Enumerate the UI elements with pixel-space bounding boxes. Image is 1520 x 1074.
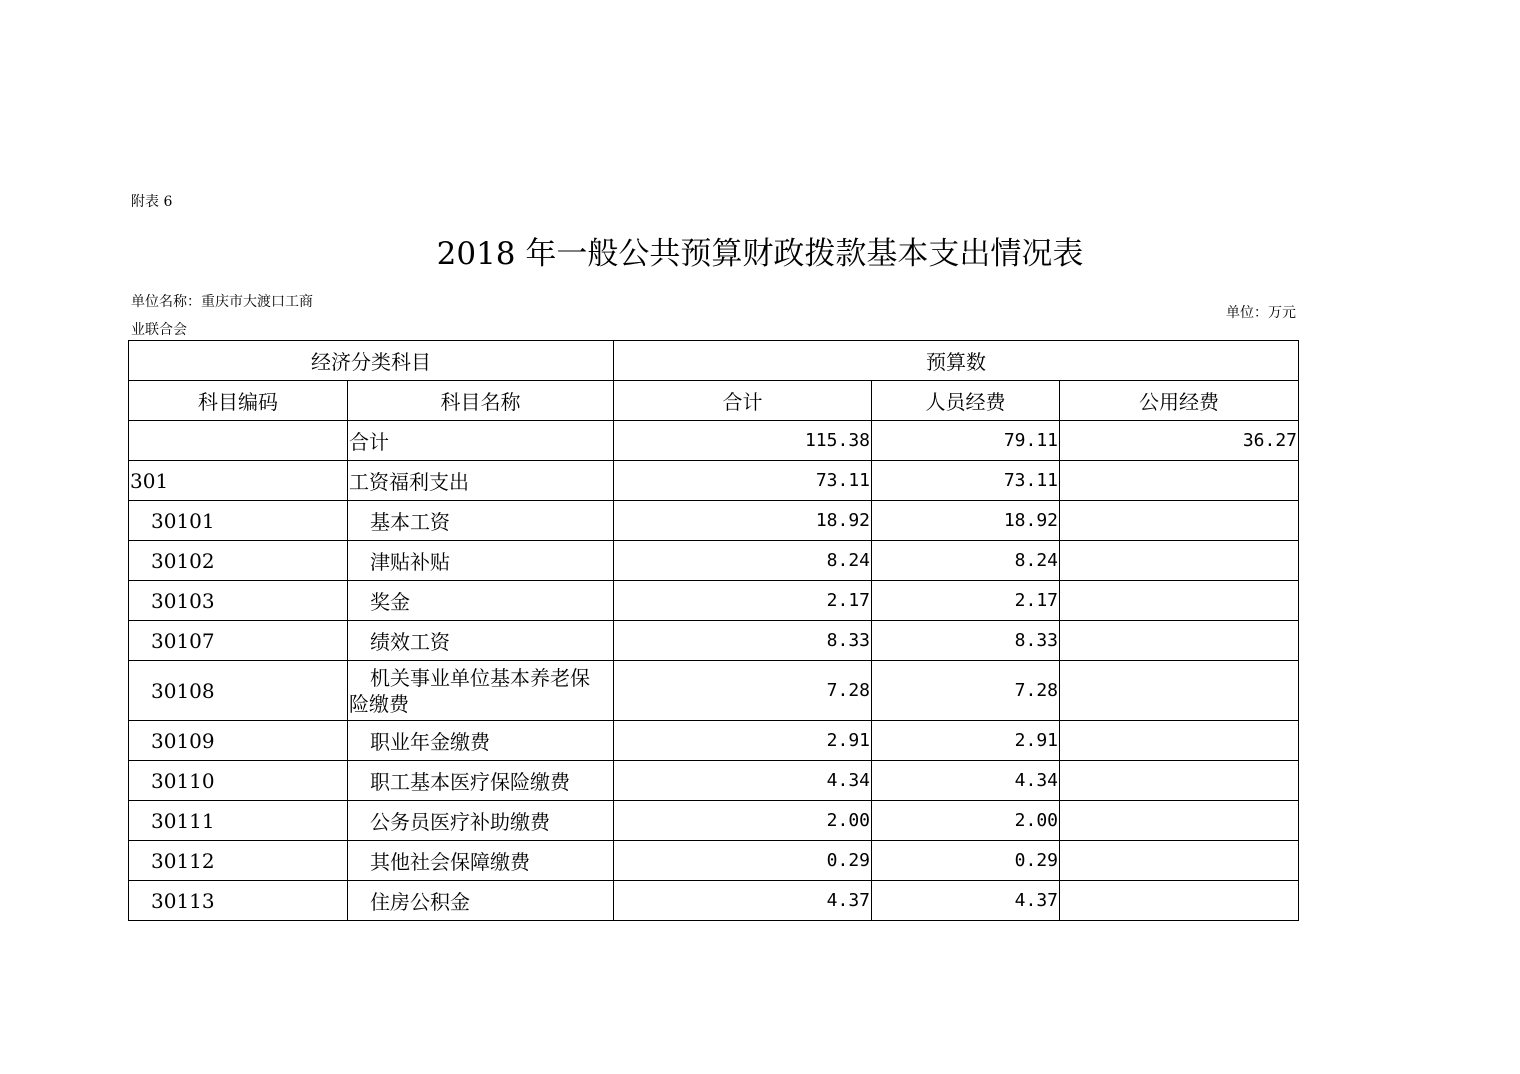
row-personnel: 79.11 bbox=[872, 421, 1060, 461]
table-row bbox=[129, 541, 1299, 581]
row-code: 30102 bbox=[129, 541, 348, 581]
row-personnel: 0.29 bbox=[872, 841, 1060, 881]
row-total: 2.00 bbox=[614, 801, 872, 841]
row-name: 职业年金缴费 bbox=[348, 721, 614, 761]
row-code: 301 bbox=[129, 461, 348, 501]
row-name: 其他社会保障缴费 bbox=[348, 841, 614, 881]
row-code: 30101 bbox=[129, 501, 348, 541]
column-header-code: 科目编码 bbox=[129, 381, 348, 421]
row-public bbox=[1060, 501, 1299, 541]
group-header-budget: 预算数 bbox=[614, 341, 1299, 381]
row-code: 30108 bbox=[129, 661, 348, 721]
row-public bbox=[1060, 841, 1299, 881]
column-header-personnel: 人员经费 bbox=[872, 381, 1060, 421]
group-header-row bbox=[129, 341, 1299, 381]
row-total: 8.33 bbox=[614, 621, 872, 661]
row-public bbox=[1060, 621, 1299, 661]
column-header-row bbox=[129, 381, 1299, 421]
table-row bbox=[129, 881, 1299, 921]
row-name: 公务员医疗补助缴费 bbox=[348, 801, 614, 841]
row-code: 30110 bbox=[129, 761, 348, 801]
row-public bbox=[1060, 721, 1299, 761]
row-name: 津贴补贴 bbox=[348, 541, 614, 581]
annex-label: 附表 6 bbox=[131, 194, 173, 210]
row-total: 2.17 bbox=[614, 581, 872, 621]
row-public bbox=[1060, 761, 1299, 801]
row-code: 30103 bbox=[129, 581, 348, 621]
row-total: 2.91 bbox=[614, 721, 872, 761]
row-name-line1: 机关事业单位基本养老保 bbox=[370, 665, 590, 690]
row-name: 合计 bbox=[348, 421, 614, 461]
table-row bbox=[129, 461, 1299, 501]
column-header-name: 科目名称 bbox=[348, 381, 614, 421]
row-code: 30113 bbox=[129, 881, 348, 921]
row-public bbox=[1060, 801, 1299, 841]
group-header-classification: 经济分类科目 bbox=[129, 341, 614, 381]
table-row bbox=[129, 501, 1299, 541]
row-personnel: 2.00 bbox=[872, 801, 1060, 841]
row-code: 30111 bbox=[129, 801, 348, 841]
row-total: 115.38 bbox=[614, 421, 872, 461]
row-personnel: 73.11 bbox=[872, 461, 1060, 501]
row-personnel: 8.33 bbox=[872, 621, 1060, 661]
row-total: 8.24 bbox=[614, 541, 872, 581]
row-total: 7.28 bbox=[614, 661, 872, 721]
row-personnel: 8.24 bbox=[872, 541, 1060, 581]
row-personnel: 18.92 bbox=[872, 501, 1060, 541]
column-header-public: 公用经费 bbox=[1060, 381, 1299, 421]
table-row bbox=[129, 421, 1299, 461]
table-row bbox=[129, 801, 1299, 841]
row-name: 基本工资 bbox=[348, 501, 614, 541]
row-code: 30109 bbox=[129, 721, 348, 761]
row-name: 绩效工资 bbox=[348, 621, 614, 661]
table-row bbox=[129, 721, 1299, 761]
row-code: 30107 bbox=[129, 621, 348, 661]
row-name: 住房公积金 bbox=[348, 881, 614, 921]
row-name: 奖金 bbox=[348, 581, 614, 621]
table-row bbox=[129, 661, 1299, 721]
row-personnel: 4.34 bbox=[872, 761, 1060, 801]
row-name: 工资福利支出 bbox=[348, 461, 614, 501]
column-header-total: 合计 bbox=[614, 381, 872, 421]
budget-table bbox=[128, 340, 1299, 921]
row-name: 职工基本医疗保险缴费 bbox=[348, 761, 614, 801]
row-public bbox=[1060, 881, 1299, 921]
row-public bbox=[1060, 581, 1299, 621]
row-personnel: 7.28 bbox=[872, 661, 1060, 721]
row-personnel: 2.17 bbox=[872, 581, 1060, 621]
unit-label: 单位：万元 bbox=[1226, 305, 1296, 321]
row-personnel: 2.91 bbox=[872, 721, 1060, 761]
row-total: 73.11 bbox=[614, 461, 872, 501]
row-name bbox=[348, 661, 614, 721]
table-row bbox=[129, 581, 1299, 621]
page-title: 2018 年一般公共预算财政拨款基本支出情况表 bbox=[436, 236, 1084, 272]
row-total: 4.34 bbox=[614, 761, 872, 801]
row-code: 30112 bbox=[129, 841, 348, 881]
row-total: 18.92 bbox=[614, 501, 872, 541]
row-total: 4.37 bbox=[614, 881, 872, 921]
row-public: 36.27 bbox=[1060, 421, 1299, 461]
organization-label-line2: 业联合会 bbox=[131, 322, 187, 338]
row-public bbox=[1060, 661, 1299, 721]
table-row bbox=[129, 621, 1299, 661]
organization-label-line1: 单位名称：重庆市大渡口工商 bbox=[131, 294, 313, 310]
row-code bbox=[129, 421, 348, 461]
row-total: 0.29 bbox=[614, 841, 872, 881]
organization-label bbox=[131, 288, 361, 344]
table-row bbox=[129, 841, 1299, 881]
row-name-line2: 险缴费 bbox=[349, 691, 409, 716]
row-public bbox=[1060, 541, 1299, 581]
row-public bbox=[1060, 461, 1299, 501]
table-row bbox=[129, 761, 1299, 801]
row-personnel: 4.37 bbox=[872, 881, 1060, 921]
